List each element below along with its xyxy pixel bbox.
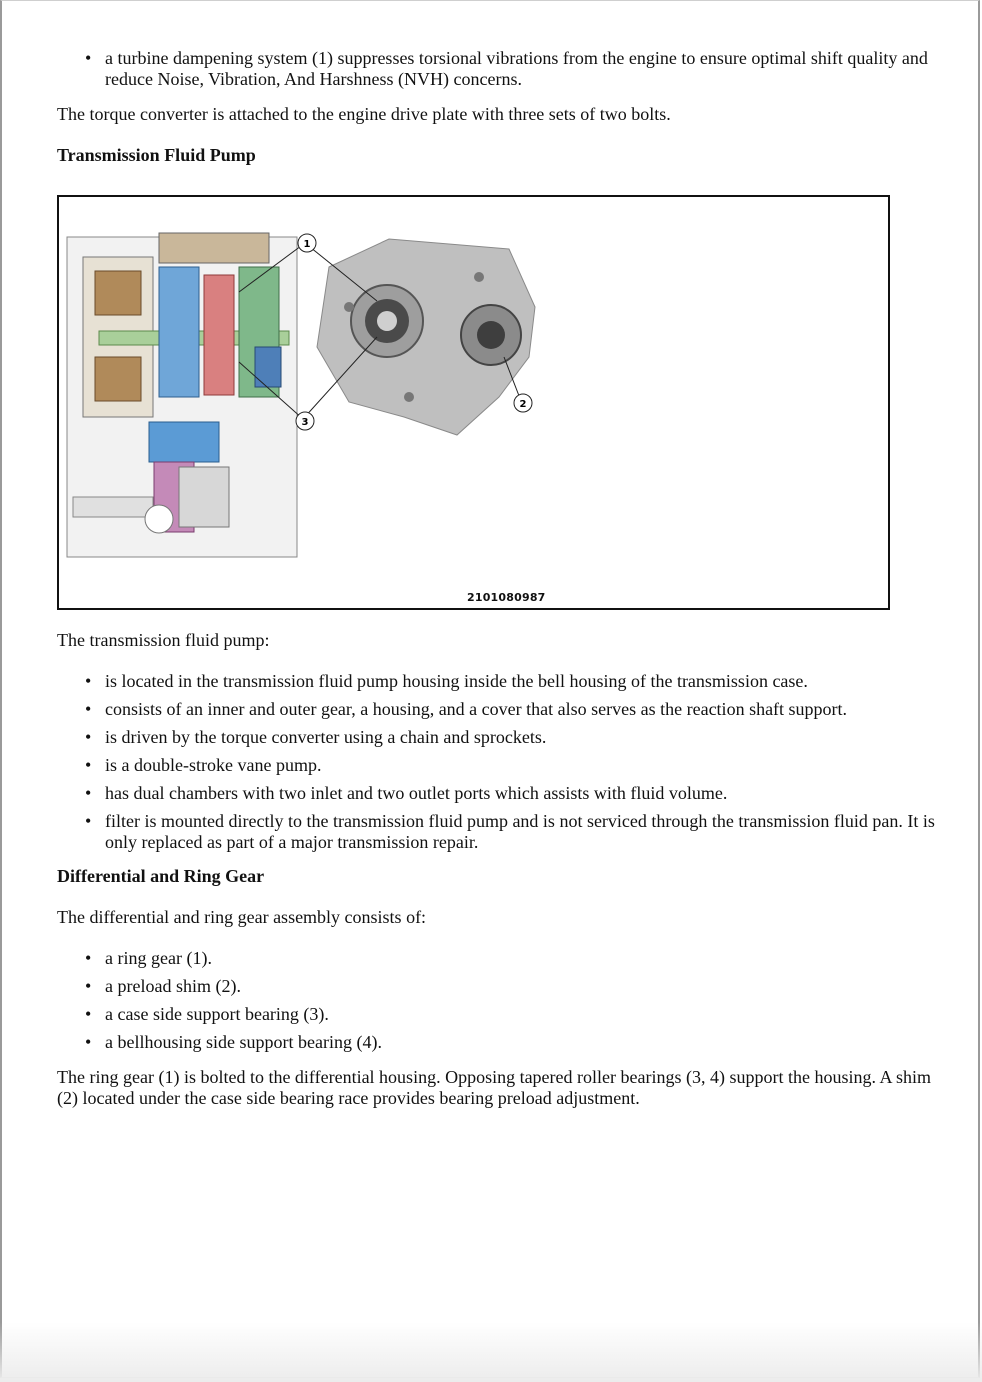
document-content <box>57 48 937 166</box>
callout-label: 1 <box>303 239 311 250</box>
list-item: • is a double-stroke vane pump. <box>105 755 937 776</box>
list-item: • filter is mounted directly to the transmission fluid pump and is not serviced through the transmission fluid pan. It is only replaced as part of a major transmission repair. <box>105 811 937 853</box>
diff-heading: Differential and Ring Gear <box>57 866 265 886</box>
list-item: • is driven by the torque converter using a chain and sprockets. <box>105 727 937 748</box>
callout-3 <box>296 412 314 430</box>
page-bottom-shadow <box>0 1322 982 1382</box>
diff-bullet-list <box>57 948 937 1053</box>
list-item: • a case side support bearing (3). <box>105 1004 937 1025</box>
pump-figure <box>57 195 890 610</box>
diff-lead: The differential and ring gear assembly consists of: <box>57 907 427 927</box>
pump-housing-photo <box>317 239 535 435</box>
callout-label: 2 <box>519 399 527 410</box>
list-item: • a bellhousing side support bearing (4). <box>105 1032 937 1053</box>
callout-2 <box>514 394 532 412</box>
callout-1 <box>298 234 316 252</box>
pump-text <box>57 630 937 1109</box>
transmission-cutaway <box>67 233 297 557</box>
list-item: • is located in the transmission fluid pump housing inside the bell housing of the transmission case. <box>105 671 937 692</box>
list-item: • consists of an inner and outer gear, a housing, and a cover that also serves as the reaction shaft support. <box>105 699 937 720</box>
intro-bullet-list <box>57 48 937 90</box>
figure-id: 2101080987 <box>467 591 546 604</box>
list-item: • a turbine dampening system (1) suppresses torsional vibrations from the engine to ensure optimal shift quality and reduce Noise, Vibration, And Harshness (NVH) concerns. <box>105 48 937 90</box>
torque-converter-text: The torque converter is attached to the engine drive plate with three sets of two bolts. <box>57 104 671 124</box>
diff-closing: The ring gear (1) is bolted to the differential housing. Opposing tapered roller bearings (3, 4) support the housing. A shim (2) located under the case side bearing race provides bearing preload adjustment. <box>57 1067 931 1108</box>
callout-label: 3 <box>301 417 309 428</box>
list-item: • a ring gear (1). <box>105 948 937 969</box>
list-item: • has dual chambers with two inlet and two outlet ports which assists with fluid volume. <box>105 783 937 804</box>
list-item: • a preload shim (2). <box>105 976 937 997</box>
transmission-pump-illustration <box>59 197 888 608</box>
pump-lead: The transmission fluid pump: <box>57 630 270 650</box>
pump-heading: Transmission Fluid Pump <box>57 145 256 165</box>
pump-bullet-list <box>57 671 937 853</box>
